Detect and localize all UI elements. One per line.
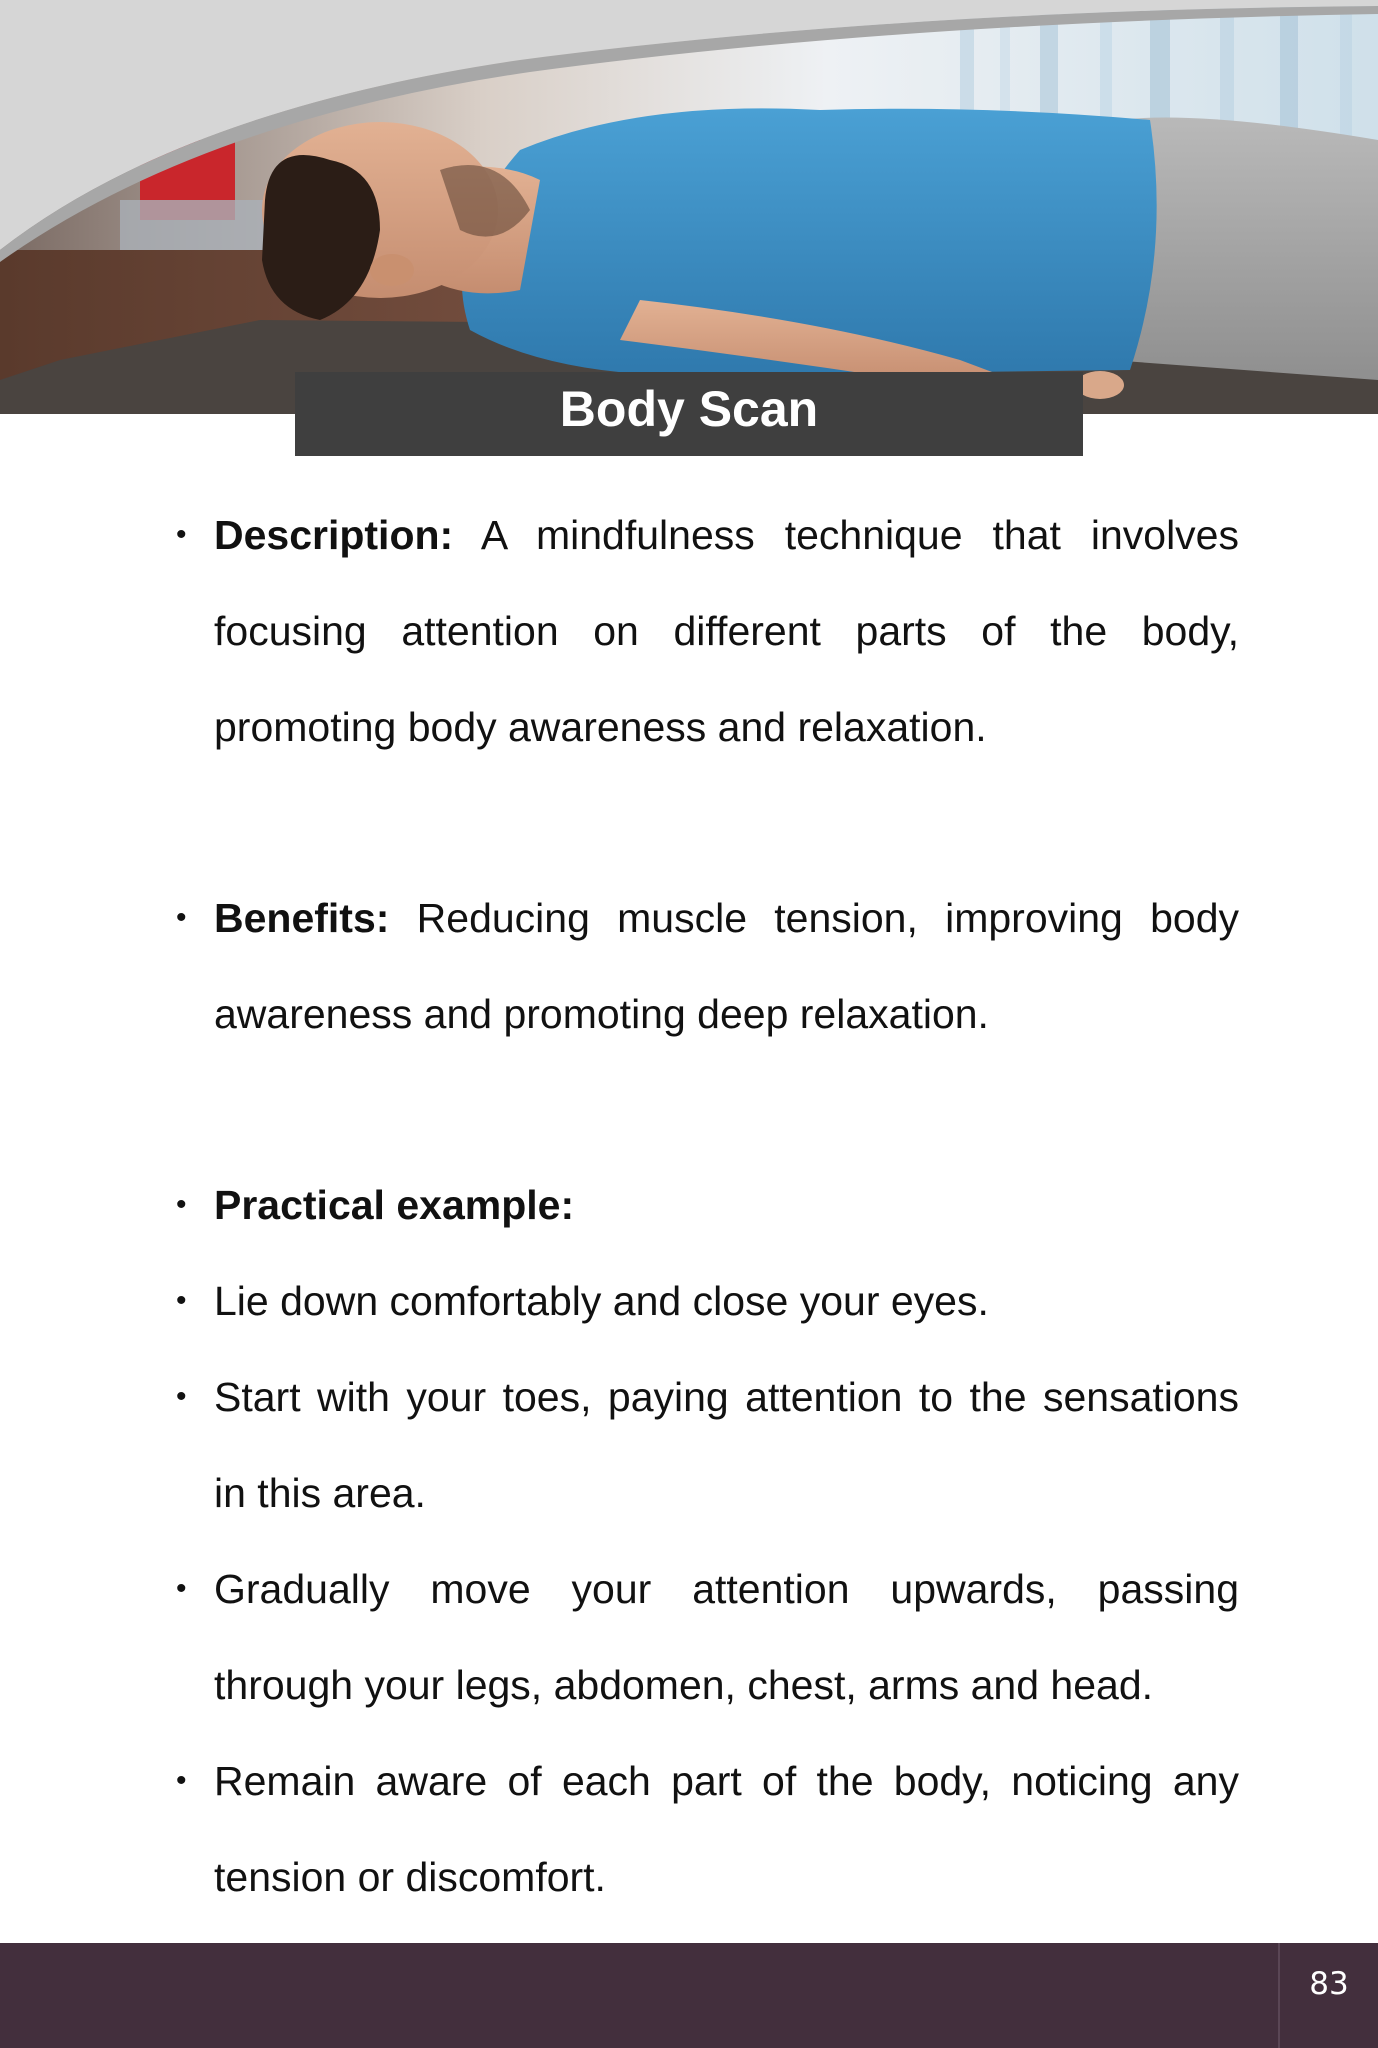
step-text: Start with your toes, paying attention to the sensations in this area. [214,1374,1239,1516]
benefits-text: Reducing muscle tension, improving body awareness and promoting deep relaxation. [214,895,1239,1037]
footer-bar [0,1943,1378,2048]
benefits-item [214,870,1239,1062]
description-item [214,487,1239,775]
description-label: Description: [214,512,454,558]
hero-photo [0,0,1378,414]
step-text: Gradually move your attention upwards, passing through your legs, abdomen, chest, arms and head. [214,1566,1239,1708]
step-item [214,1541,1239,1733]
title-banner [295,372,1083,456]
description-text: A mindfulness technique that involves focusing attention on different parts of the body, promoting body awareness and relaxation. [214,512,1239,750]
page-number: 83 [1309,1966,1349,2002]
practical-label: Practical example: [214,1182,575,1228]
step-item [214,1349,1239,1541]
step-item [214,1733,1239,1925]
step-text: Remain aware of each part of the body, noticing any tension or discomfort. [214,1758,1239,1900]
step-text: Lie down comfortably and close your eyes. [214,1278,989,1324]
benefits-label: Benefits: [214,895,390,941]
step-item [214,1253,1239,1349]
page-title: Body Scan [559,381,819,437]
practical-item [214,1157,1239,1253]
